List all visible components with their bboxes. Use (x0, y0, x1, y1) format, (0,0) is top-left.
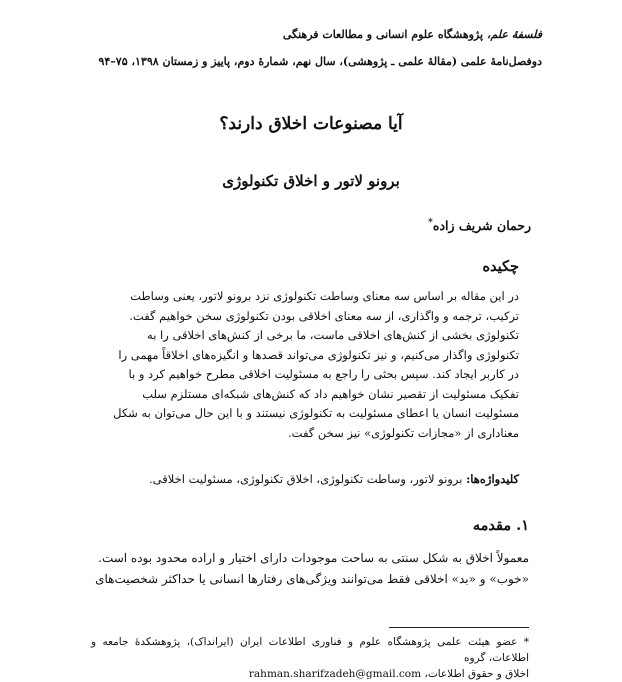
abstract-line: در این مقاله بر اساس سه معنای وساطت تکنولوژی نزد برونو لاتور، یعنی وساطت (130, 289, 519, 303)
abstract-line: مسئولیت انسان یا اعطای مسئولیت به تکنولوژی نیستند و با این حال می‌توان به شکل (113, 406, 519, 420)
keywords-text: برونو لاتور، وساطت تکنولوژی، اخلاق تکنولوژی، مسئولیت اخلاقی. (149, 472, 467, 486)
footnote (91, 634, 529, 682)
section-line: معمولاً اخلاق به شکل سنتی به ساحت موجودات دارای اختیار و اراده محدود بوده است. (98, 551, 529, 565)
abstract-line: تکنولوژی بخشی از کنش‌های اخلاقی ماست، ما برخی از کنش‌های اخلاقی را به (147, 328, 519, 342)
article-subtitle: برونو لاتور و اخلاق تکنولوژی (222, 172, 400, 190)
abstract-line: تکنولوژی واگذار می‌کنیم، و نیز تکنولوژی می‌تواند قصدها و انگیزه‌های اخلاقاً مهمی را (118, 347, 519, 362)
footnote-line: * عضو هیئت علمی پژوهشگاه علوم و فناوری اطلاعات ایران (ایرانداک)، پژوهشکدهٔ جامعه و اطلاعات، گروه (91, 636, 529, 664)
footnote-divider (389, 627, 529, 628)
journal-name: فلسفهٔ علم، (486, 28, 542, 41)
abstract-line: ترکیب، ترجمه و واگذاری، از سه معنای اخلاقی بودن تکنولوژی سخن خواهیم گفت. (129, 308, 519, 323)
publisher-name: پژوهشگاه علوم انسانی و مطالعات فرهنگی (282, 28, 487, 41)
footnote-affiliation: اخلاق و حقوق اطلاعات، (424, 668, 529, 680)
author-name-text: رحمان شریف زاده (432, 218, 531, 234)
footnote-marker: * (428, 218, 433, 228)
section-heading: ۱. مقدمه (472, 517, 529, 534)
section-body (91, 548, 529, 590)
abstract-line: تفکیک مسئولیت از تقصیر نشان خواهیم داد که کنش‌های شبکه‌ای مستلزم سلب (142, 386, 519, 401)
article-title: آیا مصنوعات اخلاق دارند؟ (219, 114, 403, 134)
issue-info: دوفصل‌نامهٔ علمی (مقالهٔ علمی ـ پژوهشی)، سال نهم، شمارهٔ دوم، پاییز و زمستان ۱۳۹۸، ۷۵–۹۴ (98, 55, 542, 68)
abstract-heading: چکیده (482, 258, 519, 275)
abstract-body (100, 287, 519, 443)
abstract-line: در کاربر ایجاد کند. سپس بحثی را راجع به مسئولیت اخلاقی مطرح خواهیم کرد و با (128, 367, 519, 381)
keywords (100, 470, 519, 489)
section-line: «خوب» و «بد» اخلاقی فقط می‌توانند ویژگی‌های رفتارها انسانی یا حداکثر شخصیت‌های (95, 572, 529, 586)
footnote-line (91, 666, 529, 682)
keywords-label: کلیدواژه‌ها: (466, 472, 519, 486)
abstract-line: معناداری از «مجازات تکنولوژی» نیز سخن گفت. (288, 425, 519, 440)
author-name (428, 218, 531, 233)
author-email: rahman.sharifzadeh@gmail.com (248, 668, 422, 680)
journal-header (283, 28, 542, 41)
